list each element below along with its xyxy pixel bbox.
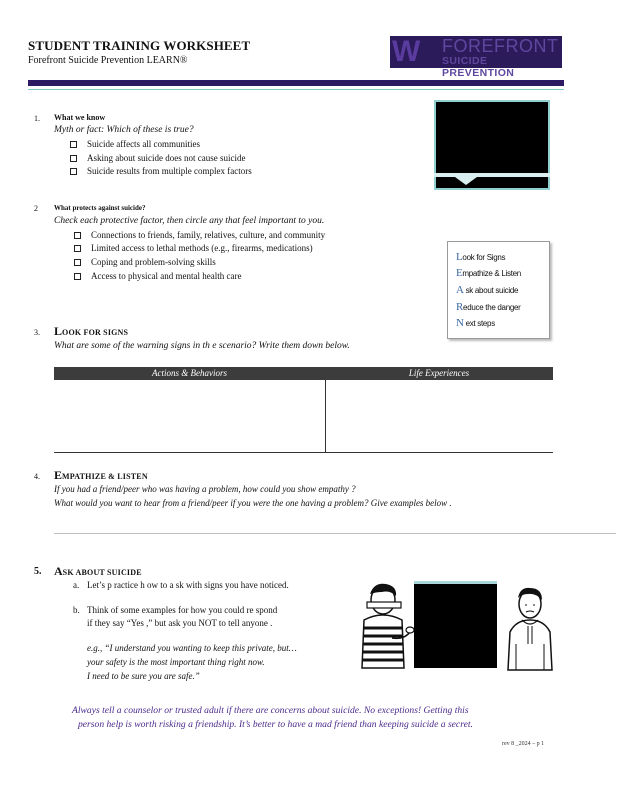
- worksheet-subtitle: Forefront Suicide Prevention LEARN®: [28, 55, 188, 66]
- checkbox-icon[interactable]: [70, 155, 77, 162]
- q3-prompt: What are some of the warning signs in th e scenario? Write them down below.: [54, 341, 350, 351]
- column-header-actions: Actions & Behaviors: [152, 368, 227, 378]
- q1-prompt: Myth or fact: Which of these is true?: [54, 125, 194, 135]
- learn-item: Empathize & Listen: [456, 267, 521, 279]
- q2-option[interactable]: Connections to friends, family, relatives, culture, and community: [74, 230, 325, 240]
- q4-line1: If you had a friend/peer who was having a problem, how could you show empathy ?: [54, 484, 356, 494]
- header-accent-rule: [28, 89, 564, 90]
- video-caption-bar: [434, 173, 550, 177]
- worksheet-title: STUDENT TRAINING WORKSHEET: [28, 38, 251, 53]
- student-talking-illustration: [352, 580, 414, 672]
- q5-a-text: Let’s p ractice h ow to a sk with signs you have noticed.: [87, 580, 289, 590]
- learn-item: Reduce the danger: [456, 301, 521, 313]
- checkbox-icon[interactable]: [74, 232, 81, 239]
- q2-prompt: Check each protective factor, then circle any that feel important to you.: [54, 216, 325, 226]
- column-divider: [325, 380, 326, 453]
- q5-b-marker: b.: [73, 605, 80, 615]
- q1-option[interactable]: Suicide results from multiple complex factors: [70, 166, 252, 176]
- q3-heading: LOOK FOR SIGNS: [54, 324, 129, 338]
- column-header-life: Life Experiences: [408, 368, 470, 378]
- table-bottom-rule: [54, 452, 553, 453]
- closing-line1: Always tell a counselor or trusted adult if there are concerns about suicide. No exceptions! Getting this: [72, 705, 469, 716]
- checkbox-icon[interactable]: [74, 259, 81, 266]
- q1-number: 1.: [34, 114, 40, 123]
- checkbox-icon[interactable]: [70, 168, 77, 175]
- q5-example-line: I need to be sure you are safe.”: [87, 671, 200, 681]
- checkbox-icon[interactable]: [74, 245, 81, 252]
- logo-mark: W: [392, 35, 421, 68]
- learn-item: N ext steps: [456, 317, 495, 329]
- q4-answer-rule: [54, 533, 616, 534]
- learn-item: Look for Signs: [456, 251, 506, 263]
- logo-word: FOREFRONT: [442, 36, 559, 56]
- header-rule: [28, 80, 564, 86]
- q2-option[interactable]: Access to physical and mental health care: [74, 271, 241, 281]
- forefront-logo: [390, 35, 562, 79]
- table-header: [54, 367, 553, 380]
- q5-heading: ASK ABOUT SUICIDE: [54, 564, 142, 578]
- warning-signs-table: [54, 367, 553, 453]
- q4-number: 4.: [34, 472, 40, 481]
- q4-line2: What would you want to hear from a friend/peer if you were the one having a problem? Give examples below .: [54, 498, 452, 508]
- q1-option[interactable]: Asking about suicide does not cause suicide: [70, 153, 245, 163]
- q1-option[interactable]: Suicide affects all communities: [70, 139, 200, 149]
- q2-option[interactable]: Coping and problem-solving skills: [74, 257, 216, 267]
- q2-number: 2: [34, 204, 38, 213]
- q1-heading: What we know: [54, 113, 106, 122]
- checkbox-icon[interactable]: [70, 141, 77, 148]
- page-footer: rev 8 _2024 – p 1: [502, 741, 545, 747]
- q5-b-line2: if they say “Yes ,” but ask you NOT to tell anyone .: [87, 618, 273, 628]
- q4-heading: EMPATHIZE & LISTEN: [54, 468, 148, 482]
- q5-b-line1: Think of some examples for how you could re spond: [87, 605, 278, 615]
- q5-number: 5.: [34, 566, 42, 577]
- student-listening-illustration: [502, 584, 558, 672]
- q3-number: 3.: [34, 328, 40, 337]
- q5-example-line: your safety is the most important thing right now.: [87, 657, 265, 667]
- q5-example-line: e.g., “I understand you wanting to keep this private, but…: [87, 643, 297, 653]
- video-pointer-icon: [455, 177, 477, 185]
- q5-a-marker: a.: [73, 580, 80, 590]
- q2-heading: What protects against suicide?: [54, 204, 146, 212]
- q2-option[interactable]: Limited access to lethal methods (e.g., firearms, medications): [74, 243, 313, 253]
- closing-line2: person help is worth risking a friendship. It’s better to have a mad friend than keeping suicide a secret.: [78, 719, 473, 730]
- learn-acronym-box: [447, 241, 550, 339]
- logo-tagline: SUICIDE PREVENTION: [442, 55, 515, 79]
- checkbox-icon[interactable]: [74, 273, 81, 280]
- scenario-image-placeholder: [414, 581, 497, 668]
- learn-item: A sk about suicide: [456, 284, 519, 296]
